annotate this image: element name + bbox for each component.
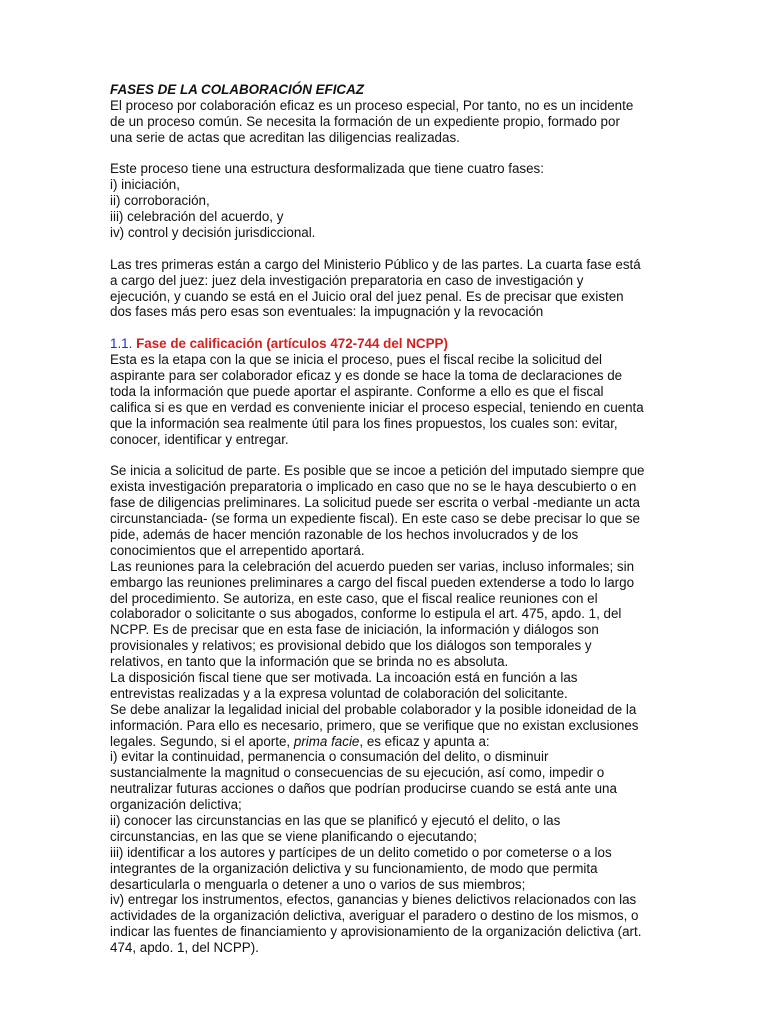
- section-line: ii) conocer las circunstancias en las que se planificó y ejecutó el delito, o las: [110, 812, 561, 828]
- section-line: exista investigación preparatoria o implicado en caso que no se le haya descubierto o en: [110, 479, 637, 495]
- phases-note-line: ejecución, y cuando se está en el Juicio oral del juez penal. Es de precisar que existen: [110, 288, 624, 304]
- section-line: circunstancias, en las que se viene planificando o ejecutando;: [110, 828, 477, 844]
- structure-line: Este proceso tiene una estructura desformalizada que tiene cuatro fases:: [110, 161, 544, 177]
- section-line: actividades de la organización delictiva, averiguar el paradero o destino de los mismos, o: [110, 908, 639, 924]
- section-paragraph-3: [110, 749, 680, 956]
- section-line: desarticularla o menguarla o detener a uno o varios de sus miembros;: [110, 876, 526, 892]
- section-line: provisionales y relativos; es provisional debido que los diálogos son temporales y: [110, 638, 592, 654]
- section-line: neutralizar futuras acciones o daños que podrían producirse cuando se está ante una: [110, 781, 617, 797]
- section-line: conocer, identificar y entregar.: [110, 431, 289, 447]
- structure-paragraph: [110, 161, 680, 240]
- intro-paragraph: [110, 98, 680, 146]
- section-line: indicar las fuentes de financiamiento y aprovisionamiento de la organización delictiva (art.: [110, 924, 642, 940]
- section-number: 1.1.: [110, 336, 133, 352]
- intro-line: de un proceso común. Se necesita la formación de un expediente propio, formado por: [110, 113, 620, 129]
- section-line: iii) identificar a los autores y partícipes de un delito cometido o por cometerse o a los: [110, 844, 612, 860]
- section-line: colaborador o solicitante o sus abogados, conforme lo estipula el art. 475, apdo. 1, del: [110, 606, 622, 622]
- paragraph-gap: [110, 320, 680, 336]
- section-line: sustancialmente la magnitud o consecuencias de su ejecución, así como, impedir o: [110, 765, 605, 781]
- section-line: 474, apdo. 1, del NCPP).: [110, 940, 259, 956]
- section-line: aspirante para ser colaborador eficaz y es donde se hace la toma de declaraciones de: [110, 368, 623, 384]
- phase-list-item: i) iniciación,: [110, 177, 180, 193]
- section-line: conocimientos que el arrepentido aportará.: [110, 542, 365, 558]
- phases-note-paragraph: [110, 257, 680, 321]
- legal-line-end: , es eficaz y apunta a:: [359, 733, 490, 749]
- paragraph-gap: [110, 447, 680, 463]
- section-line: La disposición fiscal tiene que ser motivada. La incoación está en función a las: [110, 669, 578, 685]
- section-line: del procedimiento. Se autoriza, en este caso, que el fiscal realice reuniones con el: [110, 590, 598, 606]
- section-heading: [110, 336, 680, 352]
- section-line: fase de diligencias preliminares. La solicitud puede ser escrita o verbal -mediante un acta: [110, 495, 640, 511]
- section-line: i) evitar la continuidad, permanencia o consumación del delito, o disminuir: [110, 749, 549, 765]
- section-line: iv) entregar los instrumentos, efectos, ganancias y bienes delictivos relacionados con las: [110, 892, 637, 908]
- paragraph-gap: [110, 146, 680, 162]
- section-line: embargo las reuniones preliminares a cargo del fiscal pueden extenderse a todo lo largo: [110, 574, 635, 590]
- section-line: Las reuniones para la celebración del acuerdo pueden ser varias, incluso informales; sin: [110, 558, 635, 574]
- section-line: circunstanciada- (se forma un expediente fiscal). En este caso se debe precisar lo que se: [110, 511, 640, 527]
- section-heading-text: Fase de calificación (artículos 472-744 del NCPP): [136, 336, 448, 352]
- document-page: [110, 82, 680, 956]
- phases-note-line: dos fases más pero esas son eventuales: la impugnación y la revocación: [110, 304, 544, 320]
- paragraph-gap: [110, 241, 680, 257]
- section-line: Se inicia a solicitud de parte. Es posible que se incoe a petición del imputado siempre que: [110, 463, 645, 479]
- section-paragraph-2: [110, 463, 680, 749]
- section-line: relativos, en tanto que la información que se brinda no es absoluta.: [110, 654, 509, 670]
- section-line: Se debe analizar la legalidad inicial del probable colaborador y la posible idoneidad de la: [110, 701, 637, 717]
- section-line: que la información sea realmente útil para los fines propuestos, los cuales son: evitar,: [110, 415, 618, 431]
- section-line: organización delictiva;: [110, 797, 242, 813]
- section-line: entrevistas realizadas y a la expresa voluntad de colaboración del solicitante.: [110, 685, 568, 701]
- section-line: pide, además de hacer mención razonable de los hechos involucrados y de los: [110, 526, 579, 542]
- prima-facie-text: prima facie: [293, 733, 360, 749]
- section-paragraph-1: [110, 352, 680, 447]
- intro-line: El proceso por colaboración eficaz es un proceso especial, Por tanto, no es un incidente: [110, 97, 634, 113]
- section-line: califica si es que en verdad es conveniente iniciar el proceso especial, teniendo en cuenta: [110, 399, 644, 415]
- legal-line-start: legales. Segundo, si el aporte,: [110, 733, 294, 749]
- phase-list-item: ii) corroboración,: [110, 193, 210, 209]
- section-line: integrantes de la organización delictiva y su funcionamiento, de modo que permita: [110, 860, 598, 876]
- section-line: información. Para ello es necesario, primero, que se verifique que no existan exclusiones: [110, 717, 639, 733]
- section-line: NCPP. Es de precisar que en esta fase de iniciación, la información y diálogos son: [110, 622, 599, 638]
- phases-note-line: a cargo del juez: juez dela investigación preparatoria en caso de investigación y: [110, 272, 584, 288]
- phases-note-line: Las tres primeras están a cargo del Ministerio Público y de las partes. La cuarta fase está: [110, 256, 641, 272]
- intro-line: una serie de actas que acreditan las diligencias realizadas.: [110, 129, 460, 145]
- phase-list-item: iii) celebración del acuerdo, y: [110, 209, 284, 225]
- section-line: Esta es la etapa con la que se inicia el proceso, pues el fiscal recibe la solicitud del: [110, 352, 603, 368]
- document-title: FASES DE LA COLABORACIÓN EFICAZ: [110, 82, 364, 97]
- phase-list-item: iv) control y decisión jurisdiccional.: [110, 225, 316, 241]
- section-line: toda la información que puede aportar el aspirante. Conforme a ello es que el fiscal: [110, 383, 604, 399]
- legal-line: [110, 734, 680, 750]
